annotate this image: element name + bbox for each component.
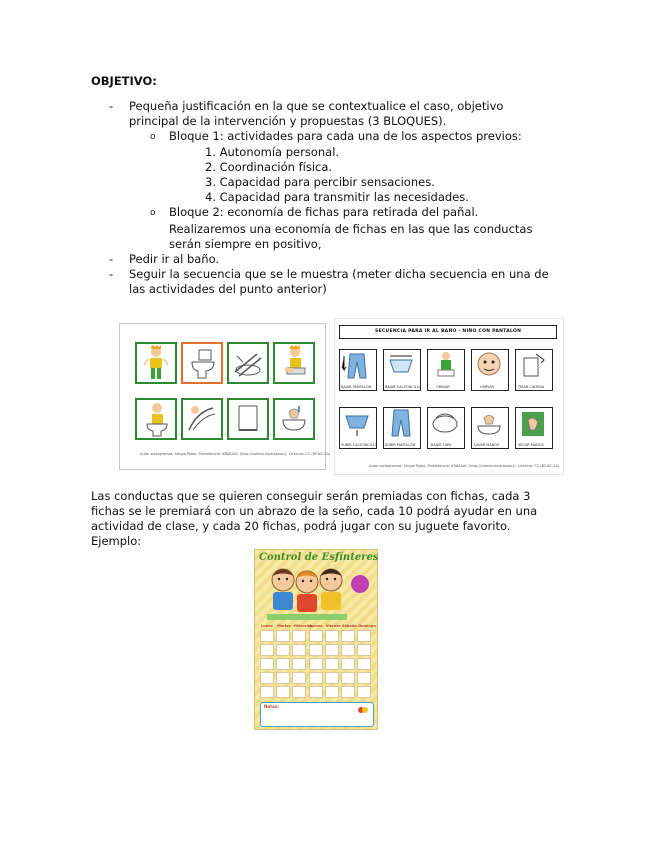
chart-cell <box>292 672 306 684</box>
caption-bajar-tapa: BAJAR TAPA <box>431 443 452 447</box>
block-2-detail-line-1: Realizaremos una economía de fichas en las que las conductas <box>169 222 533 236</box>
heading-objetivo: OBJETIVO: <box>91 74 157 88</box>
child-on-toilet-picture <box>135 398 177 440</box>
notes-box <box>260 702 374 727</box>
day-header: Lunes <box>261 624 273 628</box>
pictogram-grid-image <box>119 323 331 470</box>
sequence-title: SECUENCIA PARA IR AL BAÑO · NIÑO CON PANTALÓN <box>375 329 522 334</box>
toilet-picture <box>181 342 223 384</box>
caption-lavar-manos: LAVAR MANOS <box>474 443 500 447</box>
chart-cell <box>309 658 323 670</box>
step-wipe <box>471 349 509 391</box>
chart-cell <box>309 686 323 698</box>
chart-cell <box>341 644 355 656</box>
step-pull-up-pants <box>383 407 421 449</box>
block-2-text: Bloque 2: economía de fichas para retirada del pañal. <box>169 205 479 219</box>
image-2-credit: Autor pictogramas: Sergio Palao. Procedencia: ARASAAC (http://catedu.es/arasaac/). Licencia: CC (BY-NC-SA) <box>369 464 560 468</box>
image-1-credit: Autor pictogramas: Sergio Palao. Procedencia: ARASAAC (http://catedu.es/arasaac/). Licencia: CC (BY-NC-SA) <box>140 452 331 456</box>
toilet-training-chart-image <box>254 549 378 730</box>
day-header: Jueves <box>309 624 323 628</box>
bullet-2-text: Pedir ir al baño. <box>129 252 220 266</box>
caption-secar-manos: SECAR MANOS <box>518 443 544 447</box>
bullet-3-line-1: Seguir la secuencia que se le muestra (meter dicha secuencia en una de <box>129 267 549 281</box>
dash-bullet-1: - <box>109 99 114 113</box>
child-sitting-picture <box>273 342 315 384</box>
chart-cell <box>276 672 290 684</box>
child-standing-picture <box>135 342 177 384</box>
wiping-picture <box>181 398 223 440</box>
chart-cell <box>276 644 290 656</box>
chart-cell <box>357 686 371 698</box>
step-urinate <box>427 349 465 391</box>
chart-cell <box>325 686 339 698</box>
bullet-3-line-2: las actividades del punto anterior) <box>129 282 327 296</box>
day-header: Viernes <box>325 624 341 628</box>
children-illustration <box>263 564 371 622</box>
chart-cell <box>341 658 355 670</box>
numbered-item-1: 1. Autonomía personal. <box>205 145 340 159</box>
chart-cell <box>325 672 339 684</box>
chart-cell <box>341 630 355 642</box>
chart-cell <box>325 630 339 642</box>
chart-cell <box>325 658 339 670</box>
chart-cell <box>260 644 274 656</box>
step-lower-lid <box>427 407 465 449</box>
toilet-lid-picture <box>227 398 269 440</box>
step-flush <box>515 349 553 391</box>
paragraph-line-3: actividad de clase, y cada 20 fichas, podrá jugar con su juguete favorito. <box>91 519 511 533</box>
chart-cell <box>341 686 355 698</box>
step-pull-down-underwear <box>383 349 421 391</box>
step-pull-down-pants <box>339 349 377 391</box>
bathroom-sequence-image <box>334 318 564 475</box>
caption-orinar: ORINAR <box>436 385 450 389</box>
day-header: Miércoles <box>293 624 313 628</box>
numbered-item-2: 2. Coordinación física. <box>205 160 333 174</box>
bullet-1-line-1: Pequeña justificación en la que se contextualice el caso, objetivo <box>129 99 504 113</box>
caption-tirar-cadena: TIRAR CADENA <box>518 385 545 389</box>
chart-cell <box>325 644 339 656</box>
chart-cell <box>260 672 274 684</box>
bullet-1-line-2: principal de la intervención y propuestas (3 BLOQUES). <box>129 114 447 128</box>
block-2-detail-line-2: serán siempre en positivo, <box>169 237 322 251</box>
chart-cell <box>309 672 323 684</box>
caption-bajar-pantalon: BAJAR PANTALÓN <box>341 385 372 389</box>
dash-bullet-3: - <box>109 267 114 281</box>
chart-cell <box>309 644 323 656</box>
caption-subir-pantalon: SUBIR PANTALÓN <box>385 443 416 447</box>
toilet-seat-up-picture <box>227 342 269 384</box>
chart-cell <box>276 686 290 698</box>
circle-bullet-2: o <box>150 208 156 218</box>
decorative-icon <box>357 705 369 715</box>
numbered-item-4: 4. Capacidad para transmitir las necesidades. <box>205 190 469 204</box>
day-header: Sábado <box>342 624 357 628</box>
caption-bajar-calzoncillo: BAJAR CALZONCILLO <box>385 385 422 389</box>
chart-title: Control de Esfínteres <box>259 552 379 563</box>
chart-cell <box>341 672 355 684</box>
paragraph-line-1: Las conductas que se quieren conseguir serán premiadas con fichas, cada 3 <box>91 489 531 503</box>
chart-cell <box>357 672 371 684</box>
circle-bullet-1: o <box>150 132 156 142</box>
chart-cell <box>292 686 306 698</box>
caption-limpiar: LIMPIAR <box>480 385 494 389</box>
step-dry-hands <box>515 407 553 449</box>
chart-cell <box>292 658 306 670</box>
step-pull-up-underwear <box>339 407 377 449</box>
chart-cell <box>276 658 290 670</box>
dash-bullet-2: - <box>109 252 114 266</box>
example-label: Ejemplo: <box>91 534 142 548</box>
day-header: Martes <box>277 624 291 628</box>
numbered-item-3: 3. Capacidad para percibir sensaciones. <box>205 175 435 189</box>
day-header: Domingo <box>358 624 376 628</box>
chart-cell <box>357 644 371 656</box>
chart-cell <box>309 630 323 642</box>
chart-cell <box>276 630 290 642</box>
step-wash-hands <box>471 407 509 449</box>
chart-cell <box>260 630 274 642</box>
chart-cell <box>357 630 371 642</box>
chart-cell <box>260 686 274 698</box>
washing-hands-picture <box>273 398 315 440</box>
chart-cell <box>292 644 306 656</box>
caption-subir-calzoncillo: SUBIR CALZONCILLO <box>341 443 378 447</box>
chart-cell <box>260 658 274 670</box>
chart-cell <box>357 658 371 670</box>
chart-cell <box>292 630 306 642</box>
notes-label: Notas: <box>264 704 279 709</box>
block-1-text: Bloque 1: actividades para cada una de los aspectos previos: <box>169 129 522 143</box>
paragraph-line-2: fichas se le premiará con un abrazo de la seño, cada 10 podrá ayudar en una <box>91 504 538 518</box>
